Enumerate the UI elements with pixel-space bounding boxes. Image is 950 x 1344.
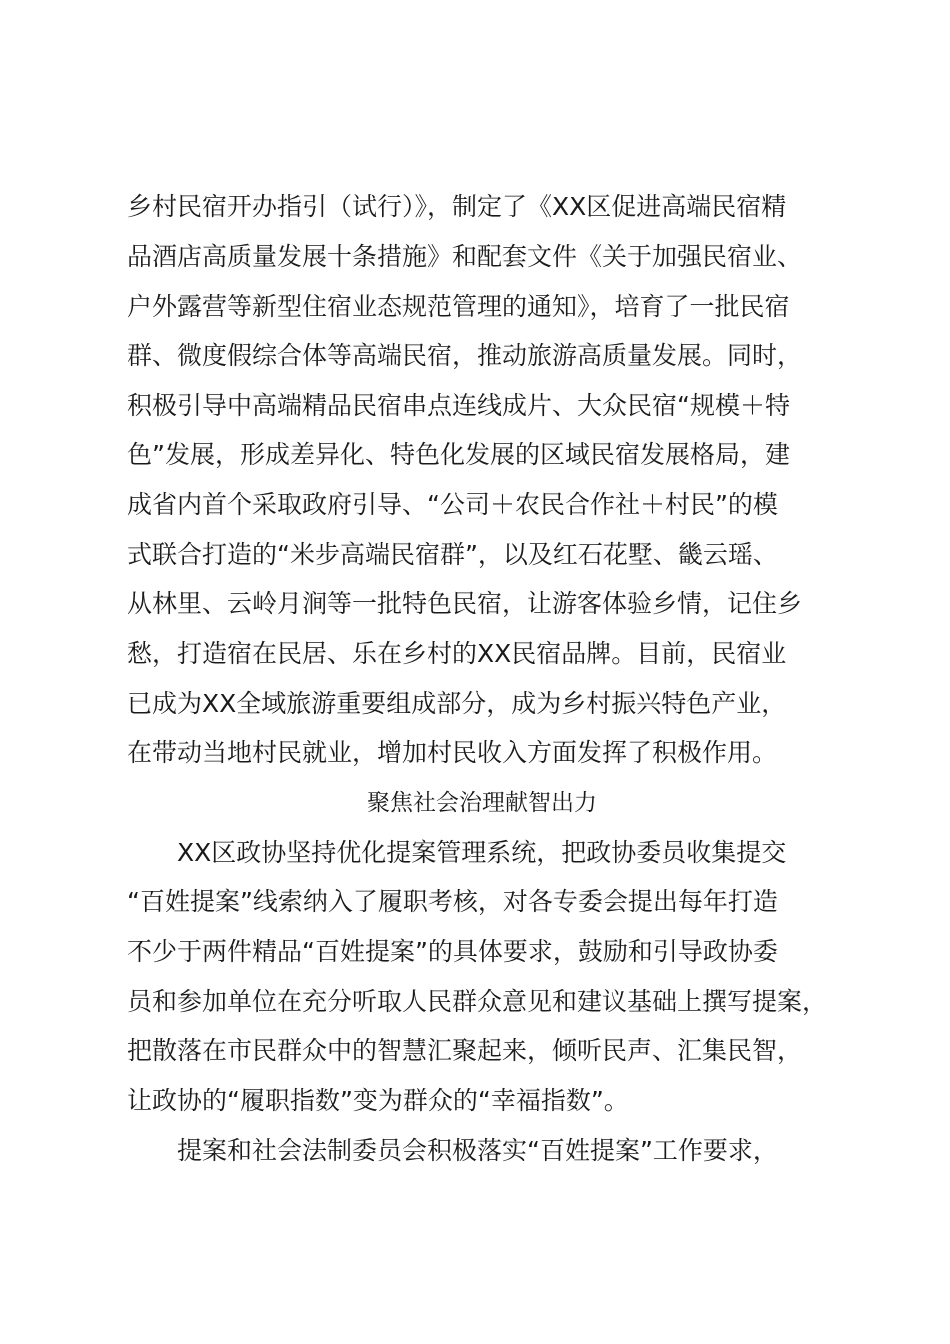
paragraph-line: 让政协的“履职指数”变为群众的“幸福指数”。: [127, 1086, 629, 1115]
paragraph-line: 从林里、云岭月涧等一批特色民宿，让游客体验乡情，记住乡: [127, 589, 803, 618]
paragraph-line: 乡村民宿开办指引（试行）》，制定了《XX区促进高端民宿精: [127, 192, 787, 221]
paragraph-line: XX区政协坚持优化提案管理系统，把政协委员收集提交: [177, 838, 787, 867]
paragraph-line: 不少于两件精品“百姓提案”的具体要求，鼓励和引导政协委: [127, 937, 778, 966]
paragraph-line: 已成为XX全域旅游重要组成部分，成为乡村振兴特色产业，: [127, 689, 787, 718]
paragraph-line: “百姓提案”线索纳入了履职考核，对各专委会提出每年打造: [127, 887, 778, 916]
paragraph-line: 式联合打造的“米步高端民宿群”，以及红石花墅、畿云瑶、: [127, 540, 778, 569]
paragraph-line: 群、微度假综合体等高端民宿，推动旅游高质量发展。同时，: [127, 341, 803, 370]
paragraph-line: 色”发展，形成差异化、特色化发展的区域民宿发展格局，建: [127, 440, 790, 469]
paragraph-line: 在带动当地村民就业，增加村民收入方面发挥了积极作用。: [127, 738, 778, 767]
paragraph-line: 成省内首个采取政府引导、“公司＋农民合作社＋村民”的模: [127, 490, 778, 519]
paragraph-line: 提案和社会法制委员会积极落实“百姓提案”工作要求，: [177, 1136, 778, 1165]
paragraph-line: 员和参加单位在充分听取人民群众意见和建议基础上撰写提案，: [127, 987, 828, 1016]
section-heading: 聚焦社会治理献智出力: [367, 790, 597, 816]
paragraph-line: 户外露营等新型住宿业态规范管理的通知》，培育了一批民宿: [127, 292, 790, 321]
paragraph-line: 品酒店高质量发展十条措施》和配套文件《关于加强民宿业、: [127, 242, 803, 271]
paragraph-line: 把散落在市民群众中的智慧汇聚起来，倾听民声、汇集民智，: [127, 1036, 803, 1065]
paragraph-line: 积极引导中高端精品民宿串点连线成片、大众民宿“规模＋特: [127, 391, 790, 420]
paragraph-line: 愁，打造宿在民居、乐在乡村的XX民宿品牌。目前，民宿业: [127, 639, 787, 668]
